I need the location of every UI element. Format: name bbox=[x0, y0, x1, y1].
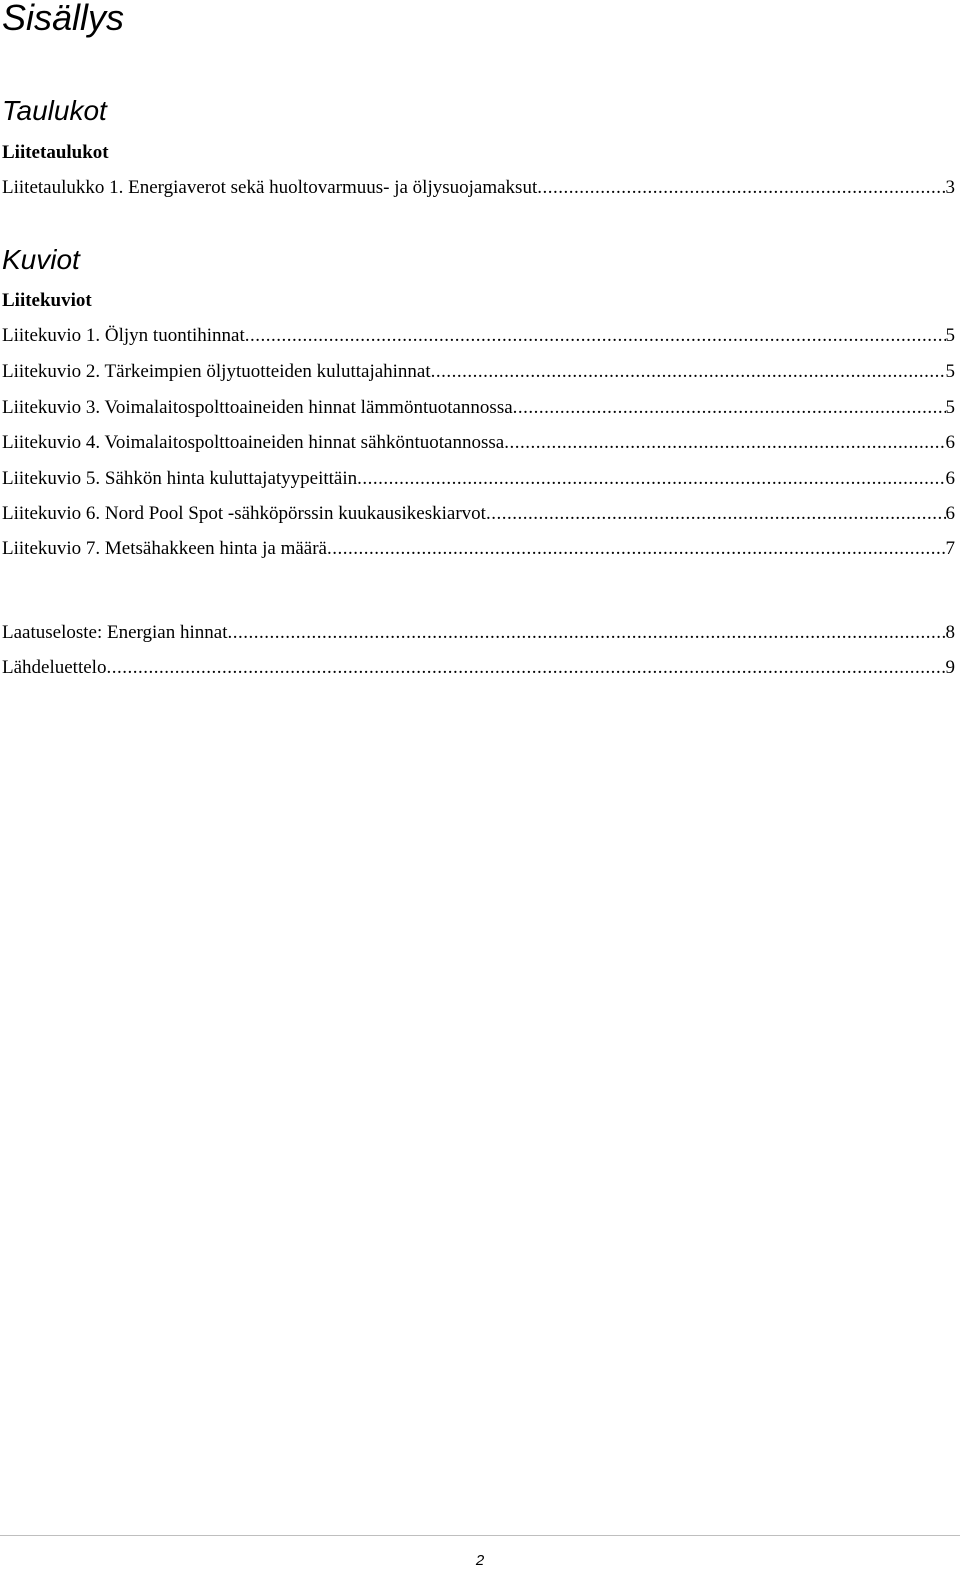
toc-entry-label: Laatuseloste: Energian hinnat bbox=[2, 622, 228, 643]
toc-entry-figure-6[interactable] bbox=[2, 502, 955, 526]
toc-leader-dots bbox=[513, 396, 946, 420]
toc-entry-page: 9 bbox=[945, 657, 955, 678]
toc-entry-figure-3[interactable] bbox=[2, 396, 955, 420]
toc-entry-figure-1[interactable] bbox=[2, 324, 955, 348]
footer-divider bbox=[0, 1535, 960, 1536]
toc-entry-label: Liitekuvio 5. Sähkön hinta kuluttajatyypeittäin bbox=[2, 468, 358, 489]
section-heading-figures: Kuviot bbox=[2, 244, 80, 275]
toc-leader-dots bbox=[227, 621, 945, 645]
section-heading-tables: Taulukot bbox=[2, 95, 107, 126]
toc-entry-figure-7[interactable] bbox=[2, 537, 955, 561]
toc-leader-dots bbox=[357, 467, 945, 491]
toc-entry-page: 5 bbox=[945, 325, 955, 346]
toc-entry-figure-5[interactable] bbox=[2, 467, 955, 491]
toc-entry-quality-description[interactable] bbox=[2, 621, 955, 645]
toc-entry-page: 7 bbox=[945, 538, 955, 559]
toc-entry-references[interactable] bbox=[2, 656, 955, 680]
toc-entry-label: Liitetaulukko 1. Energiaverot sekä huoltovarmuus- ja öljysuojamaksut bbox=[2, 177, 538, 198]
toc-leader-dots bbox=[327, 537, 946, 561]
subheading-appendix-figures: Liitekuviot bbox=[2, 290, 92, 311]
toc-entry-page: 6 bbox=[945, 468, 955, 489]
toc-leader-dots bbox=[106, 656, 945, 680]
toc-entry-label: Liitekuvio 7. Metsähakkeen hinta ja määrä bbox=[2, 538, 327, 559]
toc-entry-page: 8 bbox=[945, 622, 955, 643]
toc-entry-page: 6 bbox=[945, 432, 955, 453]
toc-entry-label: Liitekuvio 3. Voimalaitospolttoaineiden hinnat lämmöntuotannossa bbox=[2, 397, 513, 418]
toc-entry-figure-4[interactable] bbox=[2, 431, 955, 455]
toc-entry-page: 5 bbox=[945, 397, 955, 418]
toc-entry-page: 6 bbox=[945, 503, 955, 524]
toc-entry-figure-2[interactable] bbox=[2, 360, 955, 384]
toc-leader-dots bbox=[486, 502, 946, 526]
page-title: Sisällys bbox=[2, 0, 125, 38]
toc-leader-dots bbox=[245, 324, 946, 348]
toc-leader-dots bbox=[431, 360, 946, 384]
toc-entry-label: Lähdeluettelo bbox=[2, 657, 107, 678]
toc-entry-page: 5 bbox=[945, 361, 955, 382]
toc-entry-page: 3 bbox=[945, 177, 955, 198]
toc-entry-table-1[interactable] bbox=[2, 176, 955, 200]
footer-page-number: 2 bbox=[475, 1552, 485, 1569]
toc-leader-dots bbox=[537, 176, 945, 200]
toc-entry-label: Liitekuvio 6. Nord Pool Spot -sähköpörssin kuukausikeskiarvot bbox=[2, 503, 486, 524]
toc-entry-label: Liitekuvio 2. Tärkeimpien öljytuotteiden kuluttajahinnat bbox=[2, 361, 431, 382]
subheading-appendix-tables: Liitetaulukot bbox=[2, 142, 109, 163]
toc-leader-dots bbox=[504, 431, 945, 455]
toc-entry-label: Liitekuvio 1. Öljyn tuontihinnat bbox=[2, 325, 245, 346]
toc-entry-label: Liitekuvio 4. Voimalaitospolttoaineiden hinnat sähköntuotannossa bbox=[2, 432, 505, 453]
